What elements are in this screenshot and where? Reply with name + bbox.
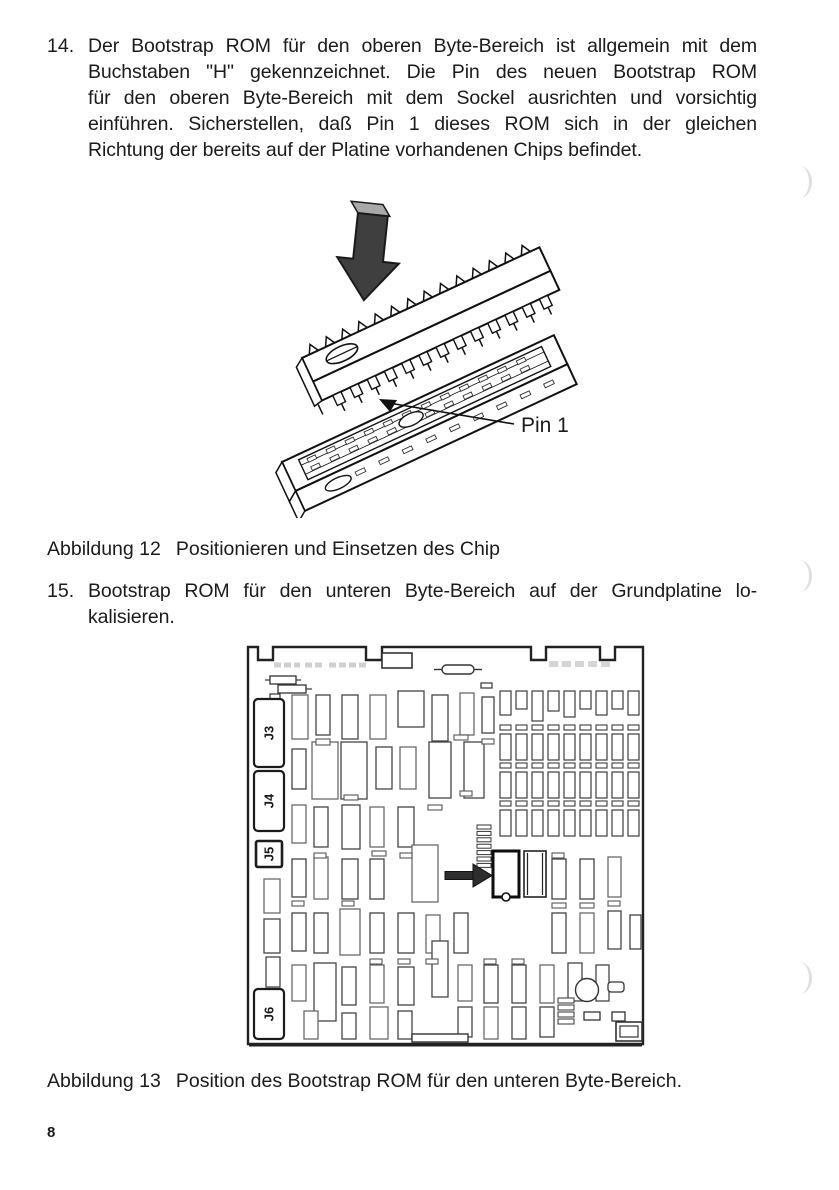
ic-outline [342, 695, 358, 739]
rom-arrow-shaft [445, 872, 473, 880]
ic-outline [376, 747, 392, 789]
ic-outline [292, 749, 306, 789]
ic-outline [398, 807, 414, 847]
ic-outline [412, 845, 438, 902]
ic-outline [292, 805, 306, 843]
ic-outline [304, 1011, 318, 1039]
ic-outline [596, 691, 607, 715]
ic-outline [558, 1012, 574, 1017]
ic-outline [500, 810, 511, 836]
ic-outline [516, 691, 527, 709]
figure-pcb-location [246, 645, 646, 1054]
ic-outline [484, 959, 496, 964]
instruction-step-15 [47, 578, 757, 630]
ic-outline [628, 734, 639, 760]
ic-outline [580, 734, 591, 760]
ic-outline [552, 853, 564, 858]
connector-j4-label: J4 [261, 793, 277, 809]
ic-outline [596, 763, 607, 768]
ic-outline [264, 919, 280, 953]
ic-outline [564, 734, 575, 760]
ic-outline [398, 959, 410, 964]
ic-outline [532, 810, 543, 836]
ic-outline [552, 859, 566, 899]
figure-label: Abbildung 12 [47, 538, 161, 560]
ic-outline [628, 772, 639, 798]
ic-outline [512, 1007, 526, 1039]
ic-outline [548, 772, 559, 798]
ic-outline [312, 742, 338, 799]
step-text [88, 578, 757, 630]
connector-j6-label: J6 [261, 1006, 277, 1022]
text-line: für den oberen Byte-Bereich mit dem Sockel ausrichten und vorsichtig [88, 87, 757, 109]
ic-outline [477, 838, 491, 842]
ic-outline [464, 742, 484, 798]
ic-outline [342, 967, 356, 1005]
ic-outline [314, 853, 326, 858]
ic-outline [532, 772, 543, 798]
ic-outline [398, 967, 414, 1005]
ic-outline [596, 801, 607, 806]
chip-pin [393, 380, 396, 387]
chip-pin [341, 404, 344, 411]
ic-outline [342, 901, 354, 906]
chip-pin [445, 355, 448, 362]
ic-outline [516, 772, 527, 798]
figure-label: Abbildung 13 [47, 1070, 161, 1092]
ic-outline [341, 742, 367, 799]
ic-outline [532, 691, 543, 721]
chip-pin [410, 371, 413, 378]
text-line: Buchstaben "H" gekennzeichnet. Die Pin des neuen Bootstrap ROM [88, 61, 757, 83]
ic-outline [580, 859, 594, 899]
ic-outline [630, 915, 641, 949]
figure-caption-13 [47, 1068, 682, 1094]
chip-pin [548, 307, 551, 314]
chip-pin [496, 331, 499, 338]
ic-outline [292, 859, 306, 897]
ic-outline [552, 913, 566, 953]
ic-outline [580, 801, 591, 806]
ic-outline [460, 693, 474, 735]
pcb-drawing [246, 645, 646, 1049]
ic-outline [314, 857, 328, 899]
ic-outline [484, 1007, 498, 1039]
ic-outline [540, 965, 554, 1003]
ic-outline [596, 725, 607, 730]
ic-outline [612, 725, 623, 730]
text-line: Der Bootstrap ROM für den oberen Byte-Bereich ist allgemein mit dem [88, 35, 757, 57]
ic-outline [580, 810, 591, 836]
ic-outline [454, 913, 468, 953]
scan-artifact [796, 166, 812, 198]
ic-outline [370, 1007, 388, 1039]
ic-outline [372, 851, 386, 856]
ic-outline [558, 1019, 574, 1024]
crystal-component [576, 979, 599, 1002]
ic-outline [564, 801, 575, 806]
ic-outline [596, 772, 607, 798]
instruction-step-14 [47, 33, 757, 163]
ic-outline [516, 763, 527, 768]
ic-outline [548, 725, 559, 730]
ic-outline [370, 913, 384, 953]
ic-outline [500, 734, 511, 760]
text-line: kalisieren. [88, 606, 175, 628]
figure-chip-insertion [268, 200, 628, 523]
chip-pin [359, 396, 362, 403]
chip-pin [376, 388, 379, 395]
connector-j3-label: J3 [261, 725, 277, 741]
ic-outline [580, 903, 594, 908]
ic-outline [532, 725, 543, 730]
ic-outline [398, 1011, 412, 1039]
ic-outline [477, 857, 491, 861]
figure-caption-text: Position des Bootstrap ROM für den unteren Byte-Bereich. [175, 1070, 683, 1092]
ic-outline [500, 691, 511, 715]
ic-outline [548, 734, 559, 760]
ic-outline [540, 1007, 554, 1037]
ic-outline [564, 772, 575, 798]
ic-outline [477, 863, 491, 867]
ic-outline [340, 909, 360, 955]
ic-outline [580, 772, 591, 798]
ic-outline [500, 772, 511, 798]
ic-outline [516, 725, 527, 730]
rom-chip-notch [502, 893, 510, 901]
ic-outline [426, 959, 438, 964]
ic-outline [400, 747, 416, 789]
ic-outline [482, 697, 494, 733]
ic-outline [454, 735, 468, 740]
ic-outline [608, 911, 621, 949]
ic-outline [432, 941, 448, 997]
ic-outline [580, 725, 591, 730]
ic-outline [477, 844, 491, 848]
ic-outline [428, 805, 442, 810]
ic-outline [316, 739, 330, 745]
ic-outline [516, 734, 527, 760]
ic-outline [266, 957, 280, 987]
ic-outline [548, 691, 559, 711]
ic-outline [628, 810, 639, 836]
ic-outline [432, 695, 448, 741]
pin1-label: Pin 1 [521, 414, 569, 437]
figure-caption-text: Positionieren und Einsetzen des Chip [175, 538, 500, 560]
ic-outline [612, 801, 623, 806]
ic-outline [564, 763, 575, 768]
chip-pin [479, 339, 482, 346]
ic-outline [500, 801, 511, 806]
ic-outline [344, 795, 358, 800]
ic-outline [558, 1005, 574, 1010]
ic-outline [608, 901, 620, 906]
chip-insertion-drawing [268, 200, 628, 518]
ic-outline [370, 959, 382, 964]
ic-outline [628, 763, 639, 768]
chip-pin [531, 315, 534, 322]
ic-outline [608, 857, 621, 897]
ic-outline [292, 901, 304, 906]
ic-outline [552, 903, 566, 908]
figure-caption-12 [47, 536, 500, 562]
ic-outline [548, 801, 559, 806]
ic-outline [548, 810, 559, 836]
ic-outline [564, 725, 575, 730]
connector-j5-label: J5 [261, 846, 277, 862]
ic-outline [460, 791, 472, 796]
ic-outline [477, 825, 491, 829]
chip-pin [514, 323, 517, 330]
ic-outline [500, 763, 511, 768]
ic-outline [628, 691, 639, 715]
scan-artifact [796, 560, 812, 592]
ic-outline [292, 965, 306, 1001]
ic-outline [612, 772, 623, 798]
ic-outline [398, 691, 424, 727]
ic-outline [458, 1007, 472, 1037]
ic-outline [292, 695, 308, 739]
step-number: 15. [47, 580, 75, 602]
text-line: einführen. Sicherstellen, daß Pin 1 dieses ROM sich in der gleichen [88, 113, 757, 135]
ic-outline [314, 807, 328, 847]
ic-outline [580, 691, 591, 709]
ic-outline [370, 807, 384, 847]
ic-outline [612, 734, 623, 760]
text-line: Bootstrap ROM für den unteren Byte-Bereich auf der Grundplatine lo- [88, 580, 757, 602]
ic-outline [512, 965, 526, 1003]
insert-direction-arrow-icon [333, 200, 405, 303]
ic-outline [532, 734, 543, 760]
ic-outline [564, 810, 575, 836]
ic-outline [516, 810, 527, 836]
ic-outline [429, 742, 451, 798]
ic-outline [370, 695, 386, 739]
rom-chip-highlight [493, 851, 519, 897]
ic-outline [482, 739, 494, 744]
ic-outline [596, 810, 607, 836]
ic-outline [532, 763, 543, 768]
ic-outline [532, 801, 543, 806]
chip-pin [462, 347, 465, 354]
ic-outline [564, 691, 575, 717]
ic-outline [612, 763, 623, 768]
ic-outline [370, 859, 384, 899]
ic-outline [516, 801, 527, 806]
ic-outline [596, 965, 609, 1001]
ic-outline [398, 913, 414, 953]
ic-outline [264, 879, 280, 913]
text-line: Richtung der bereits auf der Platine vorhandenen Chips befindet. [88, 139, 643, 161]
scan-artifact [796, 962, 812, 994]
ic-outline [500, 725, 511, 730]
ic-outline [512, 959, 524, 964]
ic-outline [316, 695, 330, 735]
ic-outline [342, 805, 360, 849]
ic-outline [292, 913, 306, 951]
ic-outline [558, 998, 574, 1003]
ic-outline [400, 853, 412, 858]
ic-outline [458, 965, 472, 1001]
ic-outline [314, 913, 328, 953]
ic-outline [580, 763, 591, 768]
ic-outline [596, 734, 607, 760]
ic-outline [628, 725, 639, 730]
ic-outline [580, 913, 594, 953]
ic-outline [548, 763, 559, 768]
chip-pin [428, 363, 431, 370]
step-text [88, 33, 757, 163]
ic-outline [342, 859, 358, 899]
page-number: 8 [47, 1124, 56, 1141]
ic-outline [484, 965, 498, 1003]
ic-outline [477, 831, 491, 835]
ic-outline [342, 1013, 356, 1039]
ic-outline [628, 801, 639, 806]
step-number: 14. [47, 35, 75, 57]
ic-outline [612, 810, 623, 836]
ic-outline [477, 851, 491, 855]
ic-outline [612, 691, 623, 709]
ic-outline [370, 965, 384, 1003]
